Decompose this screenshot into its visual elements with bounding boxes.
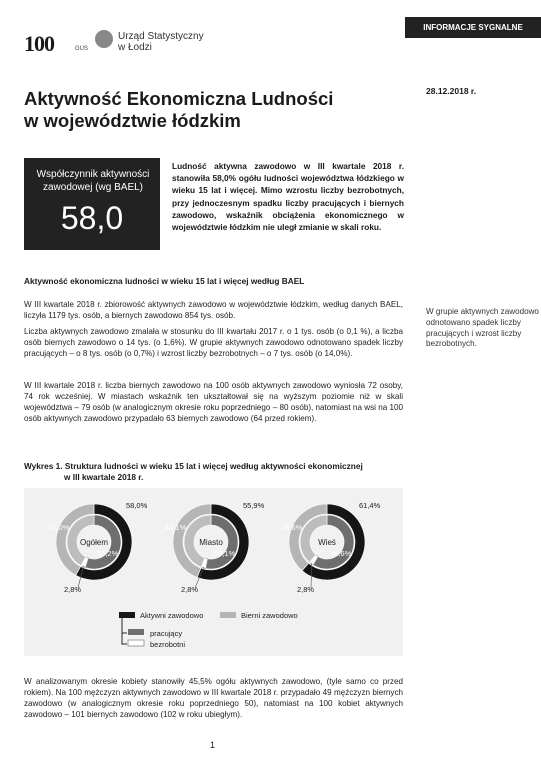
figure-title: Wykres 1. Struktura ludności w wieku 15 lat i więcej według aktywności ekonomicznej [24,461,363,471]
paragraph-2: Liczba aktywnych zawodowo zmalała w stosunku do III kwartału 2017 r. o 1 tys. osób (o 0,1 %), a liczba osób biernych zawodowo o 14 tys. (o 1,6%). W grupie aktywnych zawodowo odnotowano spadek liczby pracujących – o 8 tys. osób (o 0,7%) i wzrost liczby bezrobotnych – o 7 tys. osób (o 14,0%). [24,327,403,358]
legend-connector [122,618,127,633]
legend-swatch-pracujacy [128,629,144,635]
paragraph-1: W III kwartale 2018 r. zbiorowość aktywnych zawodowo w województwie łódzkim, według danych BAEL, liczyła 1179 tys. osób, a biernych zawodowo 854 tys. osób. [24,300,403,320]
label-bezrobotni: 2,8% [181,585,199,594]
office-name-line2: w Łodzi [118,42,152,53]
figure-subtitle: w III kwartale 2018 r. [64,472,144,482]
kpi-box [24,158,160,250]
gus-logo-label: GUS [75,46,89,52]
legend-swatch-bierni [220,612,236,618]
kpi-label: Współczynnik aktywności zawodowej (wg BAEL) [36,169,150,193]
publication-date: 28.12.2018 r. [426,86,477,96]
lead-paragraph: Ludność aktywna zawodowo w III kwartale 2018 r. stanowiła 58,0% ogółu ludności województwa łódzkiego w wieku 15 lat i więcej. Mimo wzrostu liczby bezrobotnych, przy jednoczesnym spadku liczby pracujących i biernych zawodowo, wskaźnik obciążenia ekonomicznego w województwie łódzkim nie uległ zmianie w skali roku. [172,161,404,233]
label-aktywni: 61,4% [359,501,381,510]
paragraph-3: W III kwartale 2018 r. liczba biernych zawodowo na 100 osób aktywnych zawodowo wyniosła 72 osoby, 74 rok wcześniej. W miastach wskaźnik ten ukształtował się na wyższym poziomie niż w skali województwa – 79 osób (w analogicznym okresie roku poprzedniego – 80 osób), natomiast na wsi na 100 osób aktywnych zawodowo przypadało 63 biernych zawodowo (64 przed rokiem). [24,381,403,423]
info-tag: INFORMACJE SYGNALNE [405,17,541,38]
donut-center-label: Ogółem [79,538,109,547]
label-bierni: 38,6% [281,523,303,532]
legend-swatch-bezrobotni [128,640,144,646]
section-title: Aktywność ekonomiczna ludności w wieku 15 lat i więcej według BAEL [24,276,305,286]
label-bezrobotni: 2,8% [64,585,82,594]
label-bierni: 42,0% [48,523,70,532]
legend-connector [122,633,127,644]
gus-100-logo: 100 [24,31,54,56]
label-bezrobotni: 2,8% [297,585,315,594]
office-name-line1: Urząd Statystyczny [118,31,204,42]
page-title-line1: Aktywność Ekonomiczna Ludności [24,88,334,109]
label-pracujacy: 58,6% [330,549,352,558]
donut-center-label: Wieś [318,538,336,547]
page-number: 1 [210,740,216,750]
donut-center-label: Miasto [199,538,223,547]
kpi-value: 58,0 [60,200,124,236]
paragraph-4: W analizowanym okresie kobiety stanowiły 45,5% ogółu aktywnych zawodowo, (tyle samo co przed rokiem). Na 100 mężczyzn aktywnych zawodowo w III kwartale 2018 r. przypadało 49 mężczyzn biernych zawodowo (w analogicznym okresie roku poprzedniego 50), natomiast na 100 kobiet aktywnych zawodowo – 101 biernych zawodowo (102 w roku ubiegłym). [24,677,403,719]
legend-label-pracujacy: pracujący [150,629,183,638]
legend-label-aktywni: Aktywni zawodowo [140,611,204,620]
label-bierni: 44,1% [165,523,187,532]
label-pracujacy: 53,1% [214,549,236,558]
office-logo-icon [95,30,113,48]
label-aktywni: 58,0% [126,501,148,510]
legend-label-bierni: Bierni zawodowo [241,611,298,620]
donut-charts [24,488,403,656]
side-note: W grupie aktywnych zawodowo odnotowano spadek liczby pracujących i wzrost liczby bezrobotnych. [426,307,539,349]
label-aktywni: 55,9% [243,501,265,510]
page-title-line2: w województwie łódzkim [24,110,241,131]
office-name [118,31,204,53]
label-pracujacy: 55,2% [97,549,119,558]
legend-swatch-aktywni [119,612,135,618]
figure-panel [24,488,403,656]
page-title [24,88,404,132]
legend-label-bezrobotni: bezrobotni [150,640,186,649]
